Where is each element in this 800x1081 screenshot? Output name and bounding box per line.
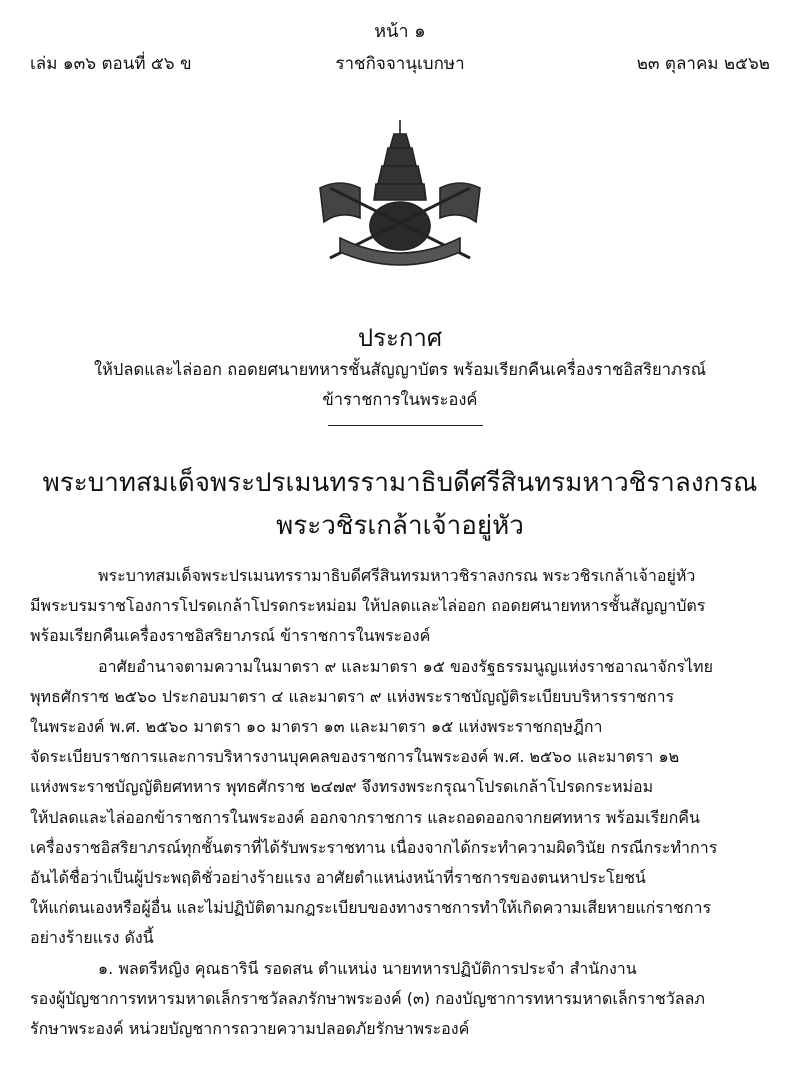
- text-line: อย่างร้ายแรง ดังนี้: [30, 928, 154, 948]
- text-line: พุทธศักราช ๒๕๖๐ ประกอบมาตรา ๔ และมาตรา ๙ แห่งพระราชบัญญัติระเบียบบริหารราชการ: [30, 686, 675, 706]
- text-line: พระบาทสมเด็จพระปรเมนทรรามาธิบดีศรีสินทรมหาวชิราลงกรณ พระวชิรเกล้าเจ้าอยู่หัว: [98, 566, 696, 585]
- document-body: [30, 561, 775, 1044]
- paragraph: [30, 954, 775, 1045]
- text-line: พร้อมเรียกคืนเครื่องราชอิสริยาภรณ์ ข้าราชการในพระองค์: [30, 626, 431, 646]
- text-line: จัดระเบียบราชการและการบริหารงานบุคคลของราชการในพระองค์ พ.ศ. ๒๕๖๐ และมาตรา ๑๒: [30, 747, 680, 767]
- text-line: มีพระบรมราชโองการโปรดเกล้าโปรดกระหม่อม ให้ปลดและไล่ออก ถอดยศนายทหารชั้นสัญญาบัตร: [30, 596, 706, 616]
- paragraph: [30, 561, 775, 652]
- royal-emblem-icon: [300, 118, 500, 278]
- announcement-subtitle: ให้ปลดและไล่ออก ถอดยศนายทหารชั้นสัญญาบัตร พร้อมเรียกคืนเครื่องราชอิสริยาภรณ์: [93, 360, 707, 379]
- king-name: พระบาทสมเด็จพระปรเมนทรรามาธิบดีศรีสินทรมหาวชิราลงกรณ: [42, 468, 758, 498]
- text-line: เครื่องราชอิสริยาภรณ์ทุกชั้นตราที่ได้รับพระราชทาน เนื่องจากได้กระทำความผิดวินัย กรณีกระทำการ: [30, 837, 718, 857]
- divider: [328, 425, 483, 426]
- text-line: ในพระองค์ พ.ศ. ๒๕๖๐ มาตรา ๑๐ มาตรา ๑๓ และมาตรา ๑๕ แห่งพระราชกฤษฎีกา: [30, 717, 603, 737]
- text-line: ให้ปลดและไล่ออกข้าราชการในพระองค์ ออกจากราชการ และถอดออกจากยศทหาร พร้อมเรียกคืน: [30, 807, 700, 827]
- text-line: รักษาพระองค์ หน่วยบัญชาการถวายความปลอดภัยรักษาพระองค์: [30, 1019, 470, 1039]
- royal-command-emblem: [300, 118, 500, 278]
- volume-number: เล่ม ๑๓๖ ตอนที่ ๕๖ ข: [30, 54, 192, 74]
- text-line: ๑. พลตรีหญิง คุณธารินี รอดสน ตำแหน่ง นายทหารปฏิบัติการประจำ สำนักงาน: [98, 958, 637, 978]
- text-line: รองผู้บัญชาการทหารมหาดเล็กราชวัลลภรักษาพระองค์ (๓) กองบัญชาการทหารมหาดเล็กราชวัลลภ: [30, 988, 705, 1008]
- text-line: ให้แก่ตนเองหรือผู้อื่น และไม่ปฏิบัติตามกฎระเบียบของทางราชการทำให้เกิดความเสียหายแก่ราชการ: [30, 898, 712, 918]
- announcement-title: ประกาศ: [357, 324, 443, 352]
- announcement-subtitle: ข้าราชการในพระองค์: [322, 390, 478, 409]
- text-line: อันได้ชื่อว่าเป็นผู้ประพฤติชั่วอย่างร้ายแรง อาศัยตำแหน่งหน้าที่ราชการของตนหาประโยชน์: [30, 868, 646, 888]
- text-line: อาศัยอำนาจตามความในมาตรา ๙ และมาตรา ๑๕ ของรัฐธรรมนูญแห่งราชอาณาจักรไทย: [98, 656, 713, 676]
- paragraph: [30, 652, 775, 954]
- page-number: หน้า ๑: [374, 21, 426, 42]
- text-line: แห่งพระราชบัญญัติยศทหาร พุทธศักราช ๒๔๗๙ จึงทรงพระกรุณาโปรดเกล้าโปรดกระหม่อม: [30, 777, 654, 797]
- gazette-name: ราชกิจจานุเบกษา: [335, 54, 465, 74]
- issue-date: ๒๓ ตุลาคม ๒๕๖๒: [636, 54, 770, 74]
- king-name: พระวชิรเกล้าเจ้าอยู่หัว: [276, 511, 524, 541]
